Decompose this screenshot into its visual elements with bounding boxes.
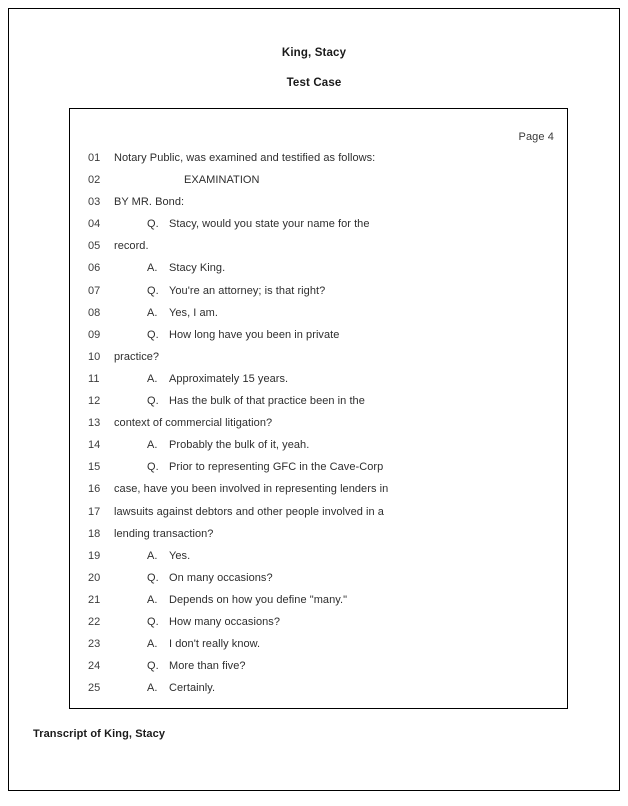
line-body: Certainly.	[169, 682, 216, 695]
line-number: 22	[88, 615, 101, 628]
transcript-line	[70, 611, 567, 633]
line-body: Stacy King.	[169, 262, 226, 275]
page-number-label: Page 4	[518, 131, 554, 143]
line-text	[147, 677, 215, 699]
line-number: 03	[88, 196, 101, 209]
speaker-marker: A.	[147, 549, 158, 562]
line-body: Yes, I am.	[169, 306, 219, 319]
transcript-line	[70, 235, 567, 257]
line-number: 17	[88, 505, 101, 518]
line-body: On many occasions?	[169, 571, 273, 584]
speaker-marker: Q.	[147, 284, 159, 297]
speaker-marker: Q.	[147, 461, 159, 474]
transcript-line	[70, 257, 567, 279]
line-body: Prior to representing GFC in the Cave-Corp	[169, 461, 384, 474]
transcript-line	[70, 213, 567, 235]
transcript-line	[70, 478, 567, 500]
transcript-lines	[70, 147, 567, 699]
transcript-line	[70, 456, 567, 478]
transcript-line	[70, 368, 567, 390]
line-body: Depends on how you define "many."	[169, 593, 348, 606]
line-text	[147, 567, 273, 589]
line-body: Has the bulk of that practice been in the	[169, 395, 365, 408]
line-text: context of commercial litigation?	[114, 417, 273, 430]
line-body: More than five?	[169, 660, 246, 673]
line-number: 24	[88, 660, 101, 673]
line-number: 05	[88, 240, 101, 253]
transcript-line	[70, 324, 567, 346]
transcript-box	[69, 108, 568, 709]
line-number: 01	[88, 152, 101, 164]
transcript-line	[70, 655, 567, 677]
speaker-marker: Q.	[147, 660, 159, 673]
speaker-marker: A.	[147, 682, 158, 695]
line-text: practice?	[114, 350, 160, 363]
line-number: 23	[88, 638, 101, 651]
transcript-line	[70, 302, 567, 324]
speaker-marker: A.	[147, 372, 158, 385]
line-text	[147, 545, 190, 567]
line-text: EXAMINATION	[184, 174, 260, 187]
speaker-marker: A.	[147, 262, 158, 275]
page-frame	[8, 8, 620, 791]
line-number: 04	[88, 218, 101, 231]
document-footer: Transcript of King, Stacy	[33, 728, 166, 740]
line-text	[147, 633, 260, 655]
line-text	[147, 213, 370, 235]
speaker-marker: Q.	[147, 571, 159, 584]
transcript-line	[70, 677, 567, 699]
line-text	[147, 280, 325, 302]
document-header	[9, 45, 619, 91]
transcript-line	[70, 589, 567, 611]
line-number: 07	[88, 284, 101, 297]
transcript-line	[70, 434, 567, 456]
transcript-line	[70, 545, 567, 567]
transcript-line	[70, 390, 567, 412]
line-text	[147, 589, 347, 611]
line-body: Stacy, would you state your name for the	[169, 218, 370, 231]
line-number: 20	[88, 571, 101, 584]
speaker-marker: Q.	[147, 395, 159, 408]
line-text	[147, 302, 218, 324]
line-number: 18	[88, 527, 101, 540]
line-number: 06	[88, 262, 101, 275]
line-number: 14	[88, 439, 101, 452]
line-text	[147, 655, 246, 677]
speaker-marker: Q.	[147, 328, 159, 341]
line-number: 15	[88, 461, 101, 474]
transcript-line	[70, 280, 567, 302]
line-number: 19	[88, 549, 101, 562]
transcript-line	[70, 147, 567, 169]
line-number: 08	[88, 306, 101, 319]
speaker-marker: A.	[147, 593, 158, 606]
transcript-line	[70, 633, 567, 655]
transcript-line	[70, 567, 567, 589]
line-number: 09	[88, 328, 101, 341]
transcript-line	[70, 346, 567, 368]
line-body: Approximately 15 years.	[169, 372, 289, 385]
page-title: King, Stacy	[281, 47, 347, 59]
line-text	[147, 257, 225, 279]
line-body: Yes.	[169, 549, 191, 562]
line-number: 10	[88, 350, 101, 363]
line-body: How many occasions?	[169, 615, 280, 628]
line-number: 12	[88, 395, 101, 408]
speaker-marker: A.	[147, 306, 158, 319]
line-text: case, have you been involved in representing lenders in	[114, 483, 389, 496]
line-text	[147, 456, 383, 478]
line-body: You're an attorney; is that right?	[169, 284, 326, 297]
transcript-line	[70, 191, 567, 213]
line-number: 25	[88, 682, 101, 695]
line-number: 02	[88, 174, 101, 187]
speaker-marker: Q.	[147, 218, 159, 231]
line-text: record.	[114, 240, 149, 253]
speaker-marker: Q.	[147, 615, 159, 628]
line-text	[147, 368, 288, 390]
line-text: Notary Public, was examined and testified as follows:	[114, 152, 376, 164]
line-body: Probably the bulk of it, yeah.	[169, 439, 310, 452]
line-text: BY MR. Bond:	[114, 196, 185, 209]
line-number: 13	[88, 417, 101, 430]
transcript-line	[70, 501, 567, 523]
line-text	[147, 324, 339, 346]
line-number: 21	[88, 593, 101, 606]
line-body: How long have you been in private	[169, 328, 340, 341]
case-subtitle: Test Case	[286, 77, 342, 89]
line-number: 16	[88, 483, 101, 496]
transcript-line	[70, 412, 567, 434]
line-text	[147, 611, 280, 633]
transcript-line	[70, 523, 567, 545]
transcript-line	[70, 169, 567, 191]
speaker-marker: A.	[147, 638, 158, 651]
line-text: lending transaction?	[114, 527, 214, 540]
line-body: I don't really know.	[169, 638, 261, 651]
line-text	[147, 434, 309, 456]
line-text: lawsuits against debtors and other people involved in a	[114, 505, 384, 518]
line-number: 11	[88, 372, 100, 385]
speaker-marker: A.	[147, 439, 158, 452]
line-text	[147, 390, 365, 412]
